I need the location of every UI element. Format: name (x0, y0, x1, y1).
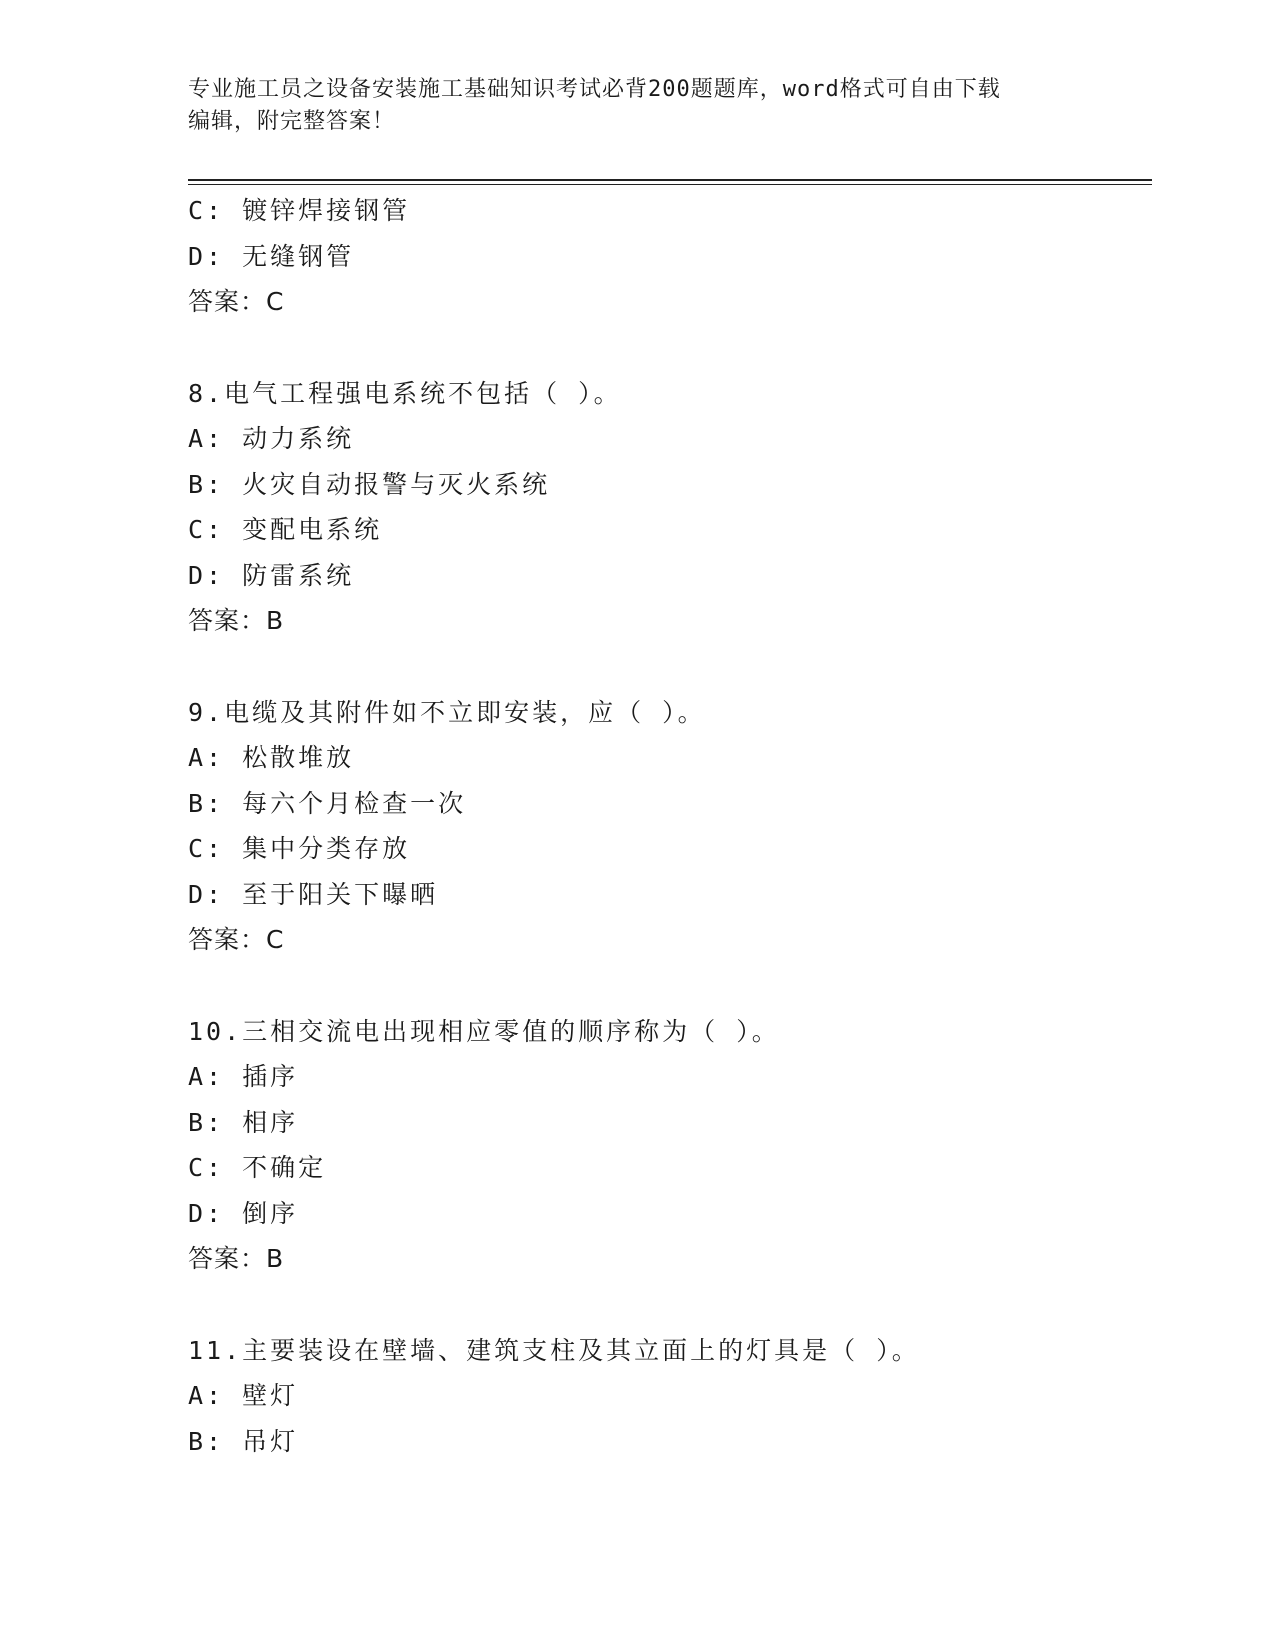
question-stem: 9.电缆及其附件如不立即安装，应（ ）。 (188, 697, 706, 727)
option-d: D: 至于阳关下曝晒 (188, 879, 439, 909)
option-b: B: 吊灯 (188, 1426, 299, 1456)
option-b: B: 火灾自动报警与灭火系统 (188, 469, 551, 499)
question-10 (188, 1009, 1152, 1282)
question-list (188, 188, 1152, 1464)
option-d: D: 无缝钢管 (188, 241, 355, 271)
question-9 (188, 690, 1152, 963)
question-stem: 11.主要装设在壁墙、建筑支柱及其立面上的灯具是（ ）。 (188, 1335, 920, 1365)
question-stem: 8.电气工程强电系统不包括（ ）。 (188, 378, 622, 408)
option-b: B: 相序 (188, 1107, 299, 1137)
question-7-tail (188, 188, 1152, 325)
option-c: C: 变配电系统 (188, 515, 383, 544)
answer-line: 答案：C (188, 287, 285, 316)
answer-line: 答案：C (188, 925, 285, 954)
header-line-2: 编辑，附完整答案！ (188, 109, 396, 134)
option-c: C: 不确定 (188, 1153, 327, 1182)
option-c: C: 集中分类存放 (188, 834, 411, 863)
option-a: A: 插序 (188, 1062, 299, 1091)
option-b: B: 每六个月检查一次 (188, 788, 467, 818)
option-a: A: 动力系统 (188, 424, 355, 453)
answer-line: 答案：B (188, 606, 285, 635)
option-a: A: 壁灯 (188, 1381, 299, 1410)
option-d: D: 倒序 (188, 1198, 299, 1228)
option-c: C: 镀锌焊接钢管 (188, 196, 411, 225)
header-divider-thin (188, 184, 1152, 185)
header-divider-thick (188, 179, 1152, 181)
header-line-1: 专业施工员之设备安装施工基础知识考试必背200题题库，word格式可自由下载 (188, 77, 1001, 102)
option-d: D: 防雷系统 (188, 560, 355, 590)
question-11 (188, 1328, 1152, 1465)
question-8 (188, 371, 1152, 644)
answer-line: 答案：B (188, 1244, 285, 1273)
document-header (188, 74, 1088, 138)
question-stem: 10.三相交流电出现相应零值的顺序称为（ ）。 (188, 1016, 780, 1046)
option-a: A: 松散堆放 (188, 743, 355, 772)
